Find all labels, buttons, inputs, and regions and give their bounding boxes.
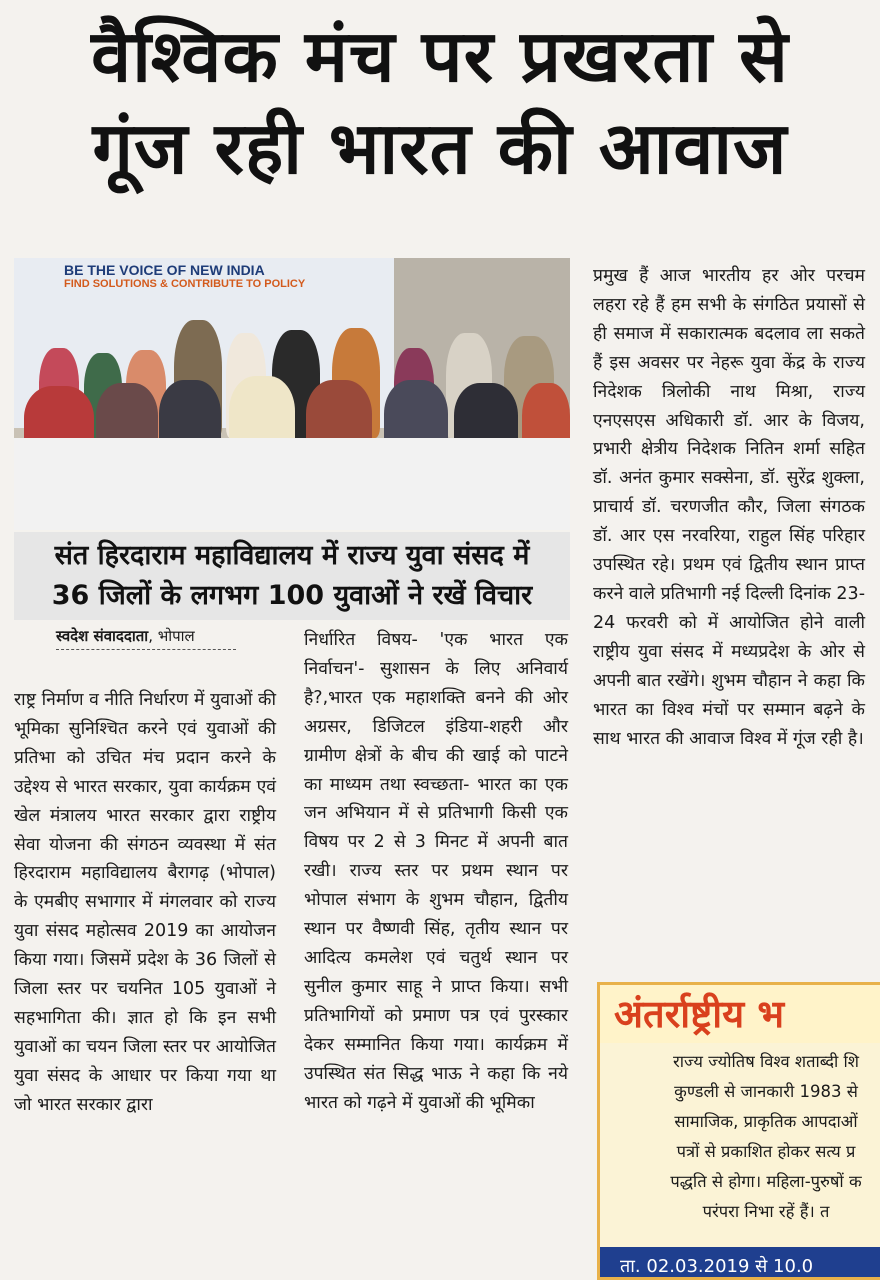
ad-line: सामाजिक, प्राकृतिक आपदाओं bbox=[674, 1112, 858, 1131]
byline-author: स्वदेश संवाददाता bbox=[56, 627, 149, 645]
event-photo bbox=[14, 258, 570, 530]
subheadline-line-2: 36 जिलों के लगभग 100 युवाओं ने रखें विचार bbox=[51, 580, 533, 611]
ad-line: राज्य ज्योतिष विश्व शताब्दी शि bbox=[672, 1052, 860, 1071]
photo-table bbox=[14, 438, 570, 530]
article-column-1 bbox=[14, 686, 276, 1120]
article-column-2 bbox=[304, 626, 568, 1117]
headline-line-1: वैश्विक मंच पर प्रखरता से bbox=[91, 14, 789, 98]
article-column-3 bbox=[593, 262, 865, 753]
headline bbox=[0, 10, 880, 194]
ad-line: पद्धति से होगा। महिला-पुरुषों क bbox=[670, 1172, 862, 1191]
subheadline-line-1: संत हिरदाराम महाविद्यालय में राज्य युवा संसद में bbox=[54, 540, 530, 571]
ad-line: परंपरा निभा रहें हैं। त bbox=[702, 1202, 830, 1221]
article-text-3: प्रमुख हैं आज भारतीय हर ओर परचम लहरा रहे हैं हम सभी के संगठित प्रयासों से ही समाज में सकारात्मक बदलाव ला सकते हैं इस अवसर पर नेहरू युवा केंद्र के राज्य निदेशक त्रिलोकी नाथ मिश्रा, राज्य एनएसएस अधिकारी डॉ. आर के विजय, प्रभारी क्षेत्रीय निदेशक नितिन शर्मा सहित डॉ. अनंत कुमार सक्सेना, डॉ. सुरेंद्र शुक्ला, प्राचार्य डॉ. चरणजीत कौर, जिला संगठक डॉ. आर एस नरवरिया, राहुल सिंह परिहार उपस्थित रहे। प्रथम एवं द्वितीय स्थान प्राप्त करने वाले प्रतिभागी नई दिल्ली दिनांक 23-24 फरवरी को में आयोजित होने वाली राष्ट्रीय युवा संसद में मध्यप्रदेश के ओर से अपनी बात रखेंगे। शुभम चौहान ने कहा कि भारत का विश्व मंचों पर सम्मान बढ़ने के साथ भारत की आवाज विश्व में गूंज रही है। bbox=[593, 266, 866, 749]
byline-place: , भोपाल bbox=[148, 627, 195, 645]
ad-footer: ता. 02.03.2019 से 10.0 bbox=[600, 1247, 880, 1280]
article-text-1: राष्ट्र निर्माण व नीति निर्धारण में युवाओं की भूमिका सुनिश्चित करने एवं युवाओं की प्रतिभा को उचित मंच प्रदान करने के उद्देश्य से भारत सरकार, युवा कार्यक्रम एवं खेल मंत्रालय भारत सरकार द्वारा राष्ट्रीय सेवा योजना की संगठन व्यवस्था में संत हिरदाराम महाविद्यालय बैरागढ़ (भोपाल) के एमबीए सभागार में मंगलवार को राज्य युवा संसद महोत्सव 2019 का आयोजन किया गया। जिसमें प्रदेश के 36 जिलों से जिला स्तर पर चयनित 105 युवाओं ने सहभागिता की। ज्ञात हो कि इन सभी युवाओं का चयन जिला स्तर पर आयोजित युवा संसद के आधार पर किया गया था जो भारत सरकार द्वारा bbox=[14, 690, 276, 1115]
byline bbox=[56, 626, 195, 646]
subheadline bbox=[14, 532, 570, 620]
ad-line: पत्रों से प्रकाशित होकर सत्य प्र bbox=[676, 1142, 856, 1161]
banner-text-2: FIND SOLUTIONS & CONTRIBUTE TO POLICY bbox=[64, 278, 306, 290]
ad-line: कुण्डली से जानकारी 1983 से bbox=[674, 1082, 858, 1101]
ad-body bbox=[616, 1047, 880, 1227]
byline-underline bbox=[56, 649, 236, 651]
article-text-2: निर्धारित विषय- 'एक भारत एक निर्वाचन'- सुशासन के लिए अनिवार्य है?,भारत एक महाशक्ति बनने की ओर अग्रसर, डिजिटल इंडिया-शहरी और ग्रामीण क्षेत्रों के बीच की खाई को पाटने का माध्यम तथा स्वच्छता- भारत का एक जन अभियान में से प्रतिभागी किसी एक विषय पर 2 से 3 मिनट में अपनी बात रखी। राज्य स्तर पर प्रथम स्थान पर भोपाल संभाग के शुभम चौहान, द्वितीय स्थान पर वैष्णवी सिंह, तृतीय स्थान पर आदित्य कमलेश एवं चतुर्थ स्थान पर सुनील कुमार साहू ने प्राप्त किया। सभी प्रतिभागियों को प्रमाण पत्र एवं पुरस्कार देकर सम्मानित किया गया। कार्यक्रम में उपस्थित संत सिद्ध भाऊ ने कहा कि नये भारत को गढ़ने में युवाओं की भूमिका bbox=[304, 630, 568, 1113]
ad-title: अंतर्राष्ट्रीय भ bbox=[600, 985, 880, 1043]
advertisement bbox=[597, 982, 880, 1280]
banner-text-1: BE THE VOICE OF NEW INDIA bbox=[64, 262, 265, 278]
headline-line-2: गूंज रही भारत की आवाज bbox=[92, 106, 788, 190]
